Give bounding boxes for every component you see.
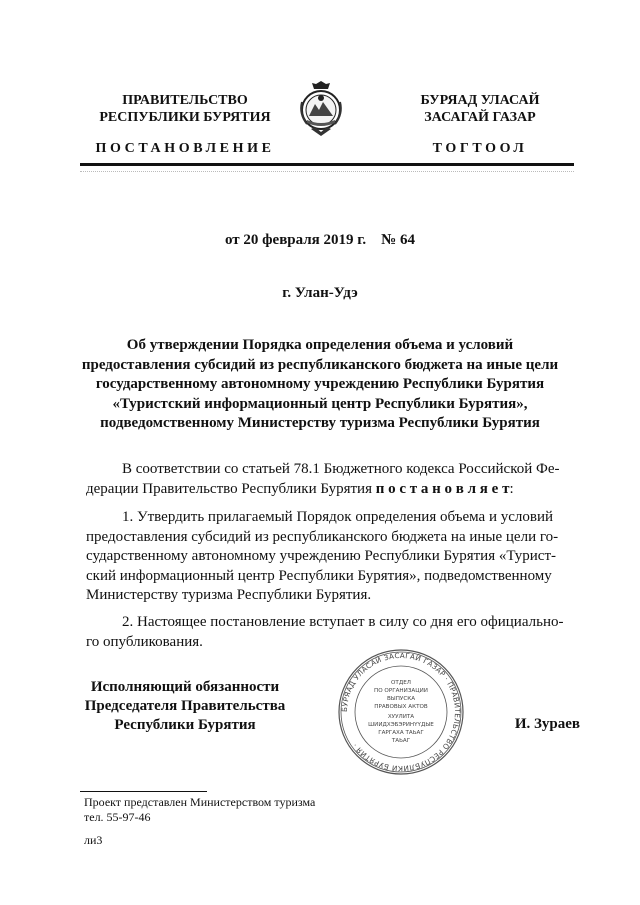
government-name-line1: ПРАВИТЕЛЬСТВО: [122, 93, 248, 108]
item-line: ский информационный центр Республики Бурятия», подведомственному: [86, 567, 552, 584]
item-line: го опубликования.: [86, 633, 203, 650]
preamble-line: [86, 480, 572, 500]
item-1-paragraph: [86, 508, 572, 606]
stamp-inner-line: ПО ОРГАНИЗАЦИИ: [374, 688, 428, 694]
title-line: «Туристский информационный центр Республики Бурятия»,: [112, 395, 528, 412]
footer-phone: тел. 55-97-46: [84, 810, 151, 824]
stamp-inner-line: ХУУЛИТА: [387, 714, 415, 720]
preamble-paragraph: [86, 460, 572, 499]
stamp-inner-line: ШИИДХЭБЭРИНҮҮДЫЕ: [368, 722, 434, 728]
footer-rule: [80, 791, 207, 792]
footer-prepared-by: Проект представлен Министерством туризма: [84, 795, 316, 809]
header-dotted-rule: [80, 171, 574, 172]
title-line: Об утверждении Порядка определения объема и условий: [126, 337, 514, 353]
doc-type-russian: ПОСТАНОВЛЕНИЕ: [95, 141, 275, 156]
preamble-text: дерации Правительство Республики Бурятия: [86, 480, 376, 497]
header-rule: [80, 163, 574, 166]
government-name-buryat-line2: ЗАСАГАЙ ГАЗАР: [424, 110, 536, 125]
svg-text:БУРЯАД УЛАСАЙ ЗАСАГАЙ ГАЗАР ·: [340, 651, 462, 773]
item-line: Министерству туризма Республики Бурятия.: [86, 587, 372, 603]
title-line: подведомственному Министерству туризма Республики Бурятия: [100, 415, 540, 431]
government-name-line2: РЕСПУБЛИКИ БУРЯТИЯ: [99, 110, 271, 125]
item-line: 2. Настоящее постановление вступает в силу со дня его официально-: [122, 614, 564, 630]
signatory-position-line: Республики Бурятия: [114, 717, 256, 733]
item-line: предоставления субсидий из республиканского бюджета на иные цели го-: [86, 528, 559, 545]
official-stamp-seal: [337, 648, 465, 776]
stamp-inner-line: ТАЬАГ: [391, 738, 411, 744]
coat-of-arms-emblem: [297, 80, 345, 138]
item-line: сударственному автономному учреждению Республики Бурятия «Турист-: [86, 548, 557, 564]
government-name-buryat-line1: БУРЯАД УЛАСАЙ: [420, 93, 540, 108]
preamble-colon: :: [509, 480, 514, 497]
decree-word: п о с т а н о в л я е т: [375, 480, 510, 497]
government-name-russian: [80, 92, 290, 126]
date-and-number: от 20 февраля 2019 г. № 64: [224, 232, 415, 248]
city: г. Улан-Удэ: [282, 285, 358, 301]
item-line: 1. Утвердить прилагаемый Порядок определения объема и условий: [122, 509, 554, 525]
stamp-outer-text: БУРЯАД УЛАСАЙ ЗАСАГАЙ ГАЗАР · ПРАВИТЕЛЬСТВО РЕСПУБЛИКИ БУРЯТИЯ ·: [339, 650, 463, 774]
signatory-name: И. Зураев: [514, 716, 580, 732]
stamp-inner-line: ВЫПУСКА: [386, 696, 416, 702]
signatory-position-line: Председателя Правительства: [84, 698, 286, 714]
item-2-paragraph: [86, 613, 572, 652]
signatory-position-line: Исполняющий обязанности: [90, 679, 280, 695]
stamp-inner-line: ОТДЕЛ: [391, 680, 411, 686]
stamp-inner-line: ГАРГАХА ТАЬАГ: [378, 730, 424, 736]
footer-code: ли3: [84, 833, 103, 847]
preamble-line: В соответствии со статьей 78.1 Бюджетного кодекса Российской Фе-: [122, 461, 560, 477]
title-line: государственному автономному учреждению Республики Бурятия: [95, 376, 545, 392]
title-line: предоставления субсидий из республиканского бюджета на иные цели: [81, 356, 559, 373]
document-title: [70, 336, 570, 434]
signatory-position: [80, 678, 290, 735]
doc-type-buryat: ТОГТООЛ: [432, 141, 528, 156]
government-name-buryat: [380, 92, 580, 126]
stamp-inner-line: ПРАВОВЫХ АКТОВ: [374, 704, 428, 710]
